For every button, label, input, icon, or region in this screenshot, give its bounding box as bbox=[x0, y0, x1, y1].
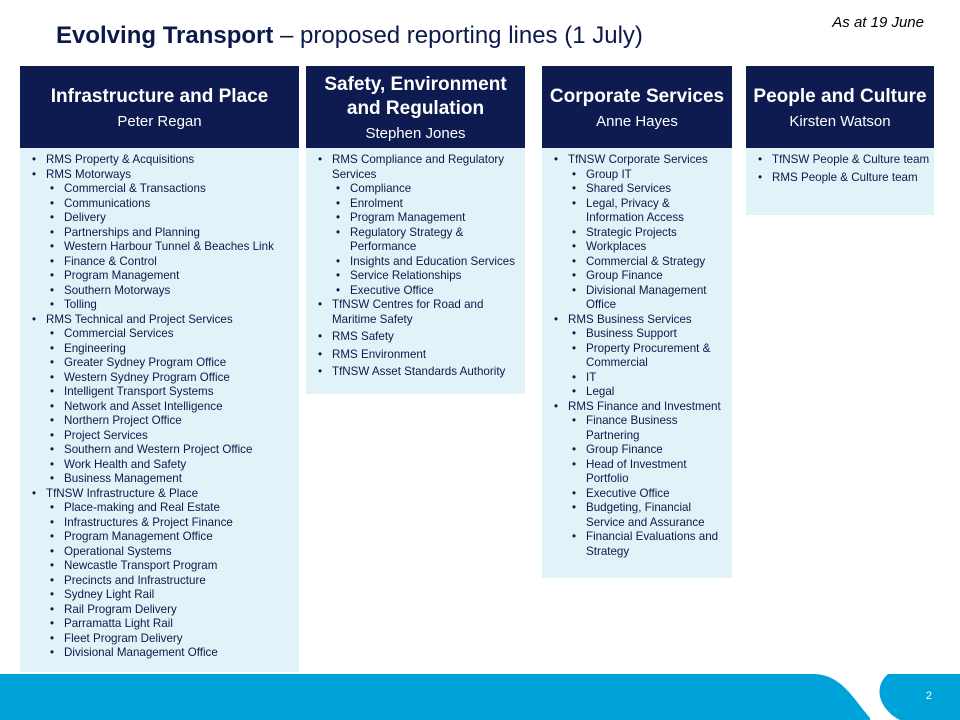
unit-item bbox=[548, 400, 728, 560]
unit-item bbox=[312, 330, 521, 345]
sub-unit-item: • Commercial & Strategy bbox=[568, 255, 728, 270]
sub-unit-item: • Southern and Western Project Office bbox=[46, 443, 295, 458]
sub-unit-item: • Western Sydney Program Office bbox=[46, 371, 295, 386]
sub-unit-list bbox=[46, 501, 295, 661]
unit-label: RMS Compliance and Regulatory Services bbox=[332, 153, 505, 181]
unit-item bbox=[26, 313, 295, 487]
sub-unit-item: • Property Procurement & Commercial bbox=[568, 342, 728, 371]
sub-unit-item: • Infrastructures & Project Finance bbox=[46, 516, 295, 531]
sub-unit-item: • Head of Investment Portfolio bbox=[568, 458, 728, 487]
column-infrastructure-and-place bbox=[20, 66, 299, 672]
sub-unit-item: • Delivery bbox=[46, 211, 295, 226]
unit-item bbox=[312, 348, 521, 363]
unit-item bbox=[26, 487, 295, 661]
sub-unit-item: • Business Support bbox=[568, 327, 728, 342]
sub-unit-item: • Operational Systems bbox=[46, 545, 295, 560]
column-body bbox=[20, 148, 299, 672]
sub-unit-item: • Southern Motorways bbox=[46, 284, 295, 299]
sub-unit-list bbox=[332, 182, 521, 298]
page-title bbox=[56, 22, 643, 50]
sub-unit-item: • Newcastle Transport Program bbox=[46, 559, 295, 574]
unit-label: RMS Technical and Project Services bbox=[46, 312, 233, 326]
sub-unit-item: • Executive Office bbox=[568, 487, 728, 502]
division-head: Anne Hayes bbox=[596, 112, 678, 130]
page-number: 2 bbox=[925, 690, 932, 702]
unit-label: TfNSW Infrastructure & Place bbox=[46, 486, 199, 500]
unit-item bbox=[312, 153, 521, 298]
sub-unit-item: • Legal, Privacy & Information Access bbox=[568, 197, 728, 226]
sub-unit-item: • Program Management bbox=[46, 269, 295, 284]
sub-unit-item: • Budgeting, Financial Service and Assurance bbox=[568, 501, 728, 530]
division-name: Infrastructure and Place bbox=[50, 85, 269, 107]
sub-unit-item: • Regulatory Strategy & Performance bbox=[332, 226, 521, 255]
column-body bbox=[746, 148, 934, 215]
sub-unit-item: • Service Relationships bbox=[332, 269, 521, 284]
title-rest: – proposed reporting lines (1 July) bbox=[273, 22, 643, 49]
unit-item bbox=[312, 365, 521, 380]
footer-wave-band bbox=[0, 674, 960, 720]
column-people-and-culture bbox=[746, 66, 934, 215]
column-header bbox=[20, 66, 299, 148]
sub-unit-item: • Fleet Program Delivery bbox=[46, 632, 295, 647]
sub-unit-item: • Business Management bbox=[46, 472, 295, 487]
unit-label: RMS Motorways bbox=[46, 167, 132, 181]
division-head: Kirsten Watson bbox=[789, 112, 891, 130]
sub-unit-item: • IT bbox=[568, 371, 728, 386]
sub-unit-item: • Network and Asset Intelligence bbox=[46, 400, 295, 415]
column-body bbox=[542, 148, 732, 578]
column-header bbox=[306, 66, 525, 148]
sub-unit-item: • Program Management bbox=[332, 211, 521, 226]
sub-unit-item: • Executive Office bbox=[332, 284, 521, 299]
sub-unit-item: • Communications bbox=[46, 197, 295, 212]
column-body bbox=[306, 148, 525, 394]
sub-unit-item: • Commercial Services bbox=[46, 327, 295, 342]
division-name: Corporate Services bbox=[549, 85, 725, 107]
unit-item bbox=[548, 153, 728, 313]
unit-item bbox=[26, 153, 295, 168]
unit-label: RMS Environment bbox=[332, 347, 427, 361]
unit-label: RMS Finance and Investment bbox=[568, 399, 721, 413]
unit-label: TfNSW People & Culture team bbox=[772, 153, 930, 166]
sub-unit-item: • Northern Project Office bbox=[46, 414, 295, 429]
column-safety-environment-regulation bbox=[306, 66, 525, 394]
sub-unit-item: • Precincts and Infrastructure bbox=[46, 574, 295, 589]
sub-unit-item: • Program Management Office bbox=[46, 530, 295, 545]
sub-unit-item: • Workplaces bbox=[568, 240, 728, 255]
sub-unit-item: • Group Finance bbox=[568, 269, 728, 284]
sub-unit-item: • Commercial & Transactions bbox=[46, 182, 295, 197]
sub-unit-item: • Finance Business Partnering bbox=[568, 414, 728, 443]
column-corporate-services bbox=[542, 66, 732, 578]
sub-unit-item: • Partnerships and Planning bbox=[46, 226, 295, 241]
sub-unit-item: • Finance & Control bbox=[46, 255, 295, 270]
sub-unit-item: • Work Health and Safety bbox=[46, 458, 295, 473]
unit-label: RMS Property & Acquisitions bbox=[46, 153, 195, 166]
sub-unit-item: • Sydney Light Rail bbox=[46, 588, 295, 603]
sub-unit-item: • Divisional Management Office bbox=[46, 646, 295, 661]
sub-unit-item: • Engineering bbox=[46, 342, 295, 357]
sub-unit-item: • Strategic Projects bbox=[568, 226, 728, 241]
unit-label: TfNSW Centres for Road and Maritime Safety bbox=[332, 298, 484, 326]
division-name: People and Culture bbox=[753, 85, 927, 107]
sub-unit-item: • Place-making and Real Estate bbox=[46, 501, 295, 516]
unit-item bbox=[548, 313, 728, 400]
sub-unit-item: • Legal bbox=[568, 385, 728, 400]
footer-band-shape bbox=[0, 674, 960, 720]
unit-label: TfNSW Asset Standards Authority bbox=[332, 365, 506, 378]
unit-item bbox=[26, 168, 295, 313]
sub-unit-item: • Tolling bbox=[46, 298, 295, 313]
as-at-date: As at 19 June bbox=[832, 14, 924, 31]
sub-unit-item: • Group Finance bbox=[568, 443, 728, 458]
sub-unit-item: • Shared Services bbox=[568, 182, 728, 197]
unit-item bbox=[752, 153, 930, 168]
column-header bbox=[746, 66, 934, 148]
division-head: Peter Regan bbox=[117, 112, 202, 130]
sub-unit-item: • Rail Program Delivery bbox=[46, 603, 295, 618]
sub-unit-list bbox=[568, 327, 728, 400]
unit-label: RMS People & Culture team bbox=[772, 170, 918, 184]
sub-unit-item: • Intelligent Transport Systems bbox=[46, 385, 295, 400]
sub-unit-item: • Insights and Education Services bbox=[332, 255, 521, 270]
unit-label: RMS Business Services bbox=[568, 312, 692, 326]
unit-item bbox=[752, 171, 930, 186]
sub-unit-item: • Western Harbour Tunnel & Beaches Link bbox=[46, 240, 295, 255]
sub-unit-list bbox=[568, 168, 728, 313]
unit-label: RMS Safety bbox=[332, 330, 394, 343]
sub-unit-list bbox=[46, 327, 295, 487]
unit-item bbox=[312, 298, 521, 327]
sub-unit-item: • Greater Sydney Program Office bbox=[46, 356, 295, 371]
sub-unit-list bbox=[46, 182, 295, 313]
sub-unit-item: • Parramatta Light Rail bbox=[46, 617, 295, 632]
column-header bbox=[542, 66, 732, 148]
sub-unit-item: • Enrolment bbox=[332, 197, 521, 212]
sub-unit-item: • Compliance bbox=[332, 182, 521, 197]
division-name: Safety, Environment and Regulation bbox=[324, 73, 507, 119]
sub-unit-item: • Financial Evaluations and Strategy bbox=[568, 530, 728, 559]
sub-unit-item: • Divisional Management Office bbox=[568, 284, 728, 313]
sub-unit-list bbox=[568, 414, 728, 559]
title-bold: Evolving Transport bbox=[56, 22, 274, 49]
unit-label: TfNSW Corporate Services bbox=[568, 153, 708, 166]
division-head: Stephen Jones bbox=[365, 124, 466, 142]
sub-unit-item: • Group IT bbox=[568, 168, 728, 183]
sub-unit-item: • Project Services bbox=[46, 429, 295, 444]
